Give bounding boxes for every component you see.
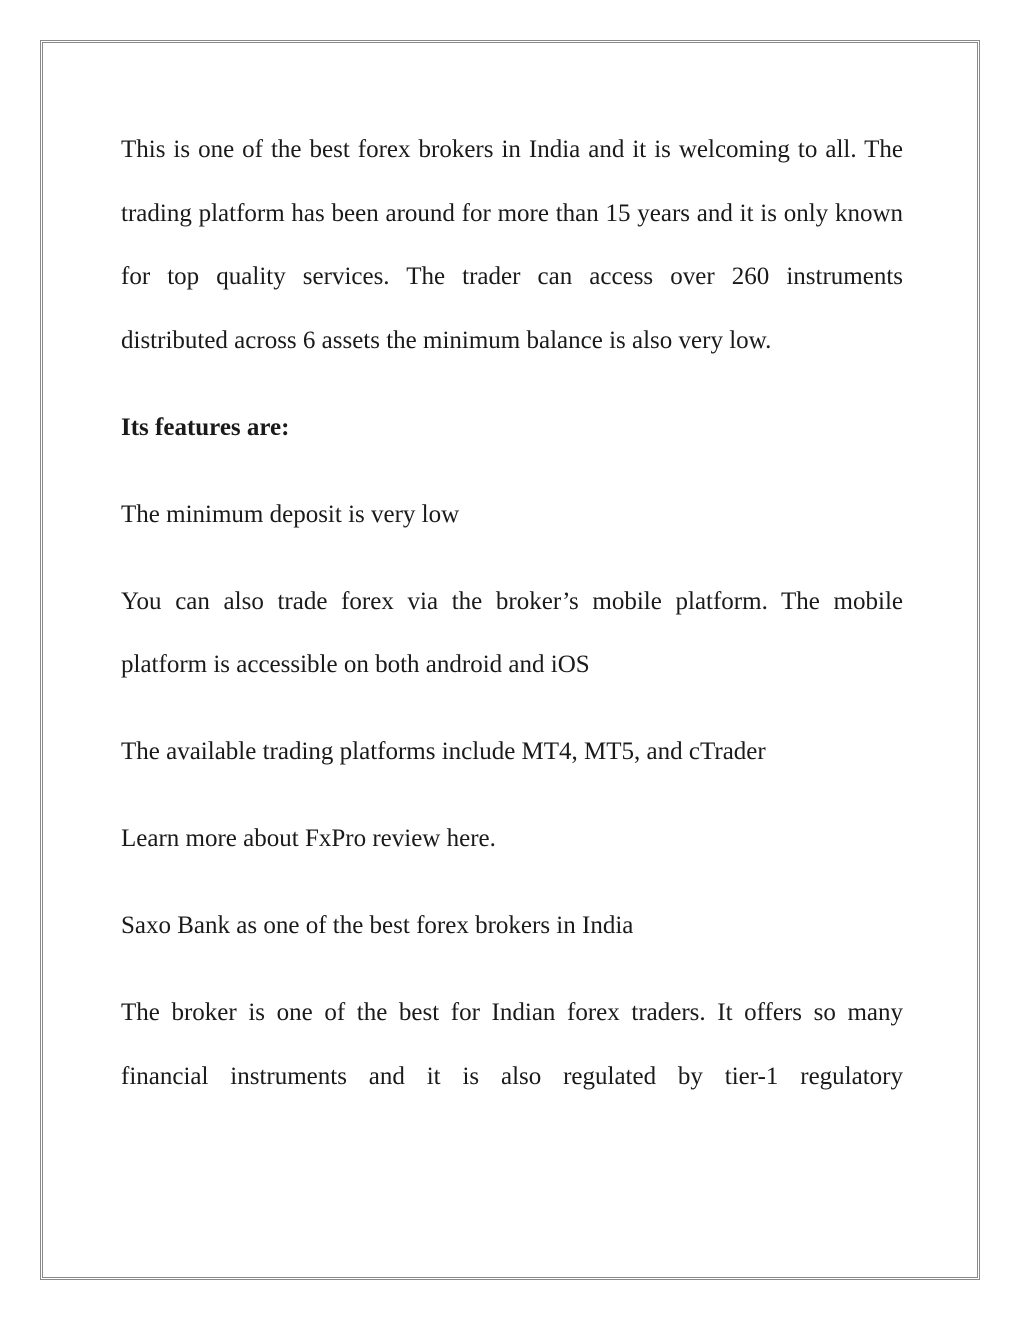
saxo-bank-subheading: Saxo Bank as one of the best forex brokers in India — [121, 912, 634, 939]
document-body — [121, 118, 903, 1108]
feature-mobile-platform: You can also trade forex via the broker’s mobile platform. The mobile platform is accessible on both android and iOS — [121, 587, 903, 678]
fxpro-review-line: Learn more about FxPro review here. — [121, 825, 496, 852]
intro-paragraph: This is one of the best forex brokers in India and it is welcoming to all. The trading platform has been around for more than 15 years and it is only known for top quality services. The trader can access over 260 instruments distributed across 6 assets the minimum balance is also very low. — [121, 136, 903, 354]
saxo-bank-paragraph: The broker is one of the best for Indian forex traders. It offers so many financial instruments and it is also regulated by tier-1 regulatory — [121, 999, 903, 1090]
features-heading: Its features are: — [121, 413, 290, 441]
feature-trading-platforms: The available trading platforms include MT4, MT5, and cTrader — [121, 738, 766, 765]
feature-minimum-deposit: The minimum deposit is very low — [121, 500, 460, 528]
